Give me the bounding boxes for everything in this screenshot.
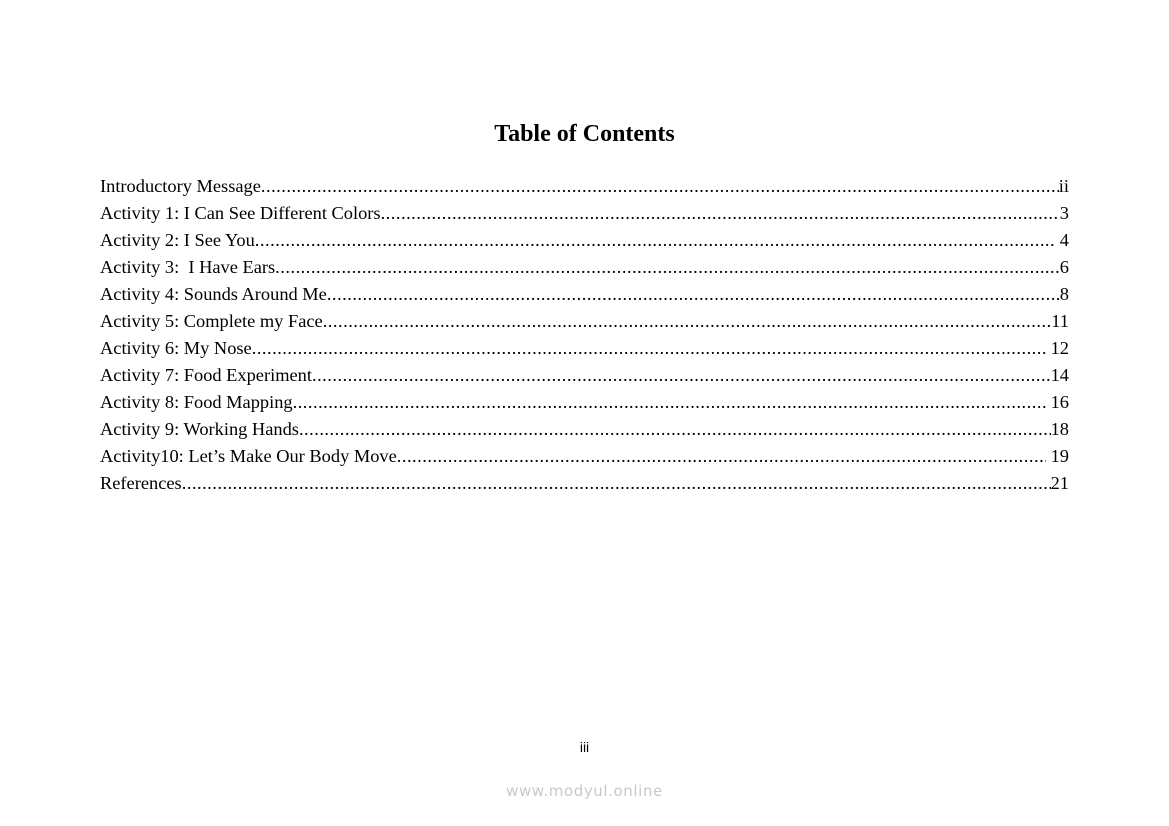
toc-entry-page: 18 [1050,419,1069,439]
toc-entry-activity-4[interactable] [100,281,1069,308]
toc-entry-activity-2[interactable] [100,227,1069,254]
toc-list [100,173,1069,497]
toc-dot-leader [312,362,1051,389]
toc-entry-page: 14 [1050,365,1069,385]
toc-entry-activity-6[interactable] [100,335,1069,362]
toc-entry-label: Activity 5: Complete my Face [100,311,323,331]
toc-entry-label: Activity 1: I Can See Different Colors [100,203,381,223]
page-title: Table of Contents [494,121,675,147]
toc-entry-references[interactable] [100,470,1069,497]
toc-entry-activity-5[interactable] [100,308,1069,335]
toc-entry-page: 3 [1059,203,1069,223]
toc-dot-leader [293,389,1046,416]
toc-entry-page: 16 [1046,392,1069,412]
toc-dot-leader [381,200,1060,227]
toc-entry-page: 21 [1050,473,1069,493]
toc-dot-leader [182,470,1051,497]
toc-entry-page: 8 [1059,284,1069,304]
toc-dot-leader [261,173,1059,200]
toc-entry-label: Activity 4: Sounds Around Me [100,284,327,304]
toc-entry-activity-10[interactable] [100,443,1069,470]
toc-entry-page: 19 [1046,446,1069,466]
watermark: www.modyul.online [506,782,663,800]
toc-entry-label: Activity 2: I See You [100,230,255,250]
toc-dot-leader [255,227,1055,254]
toc-entry-activity-8[interactable] [100,389,1069,416]
toc-entry-activity-7[interactable] [100,362,1069,389]
toc-entry-page: 4 [1055,230,1069,250]
toc-dot-leader [275,254,1060,281]
toc-entry-page: 12 [1046,338,1069,358]
toc-dot-leader [252,335,1046,362]
toc-entry-label: Activity 7: Food Experiment [100,365,312,385]
toc-entry-page: 6 [1059,257,1069,277]
toc-entry-activity-3[interactable] [100,254,1069,281]
toc-dot-leader [327,281,1060,308]
toc-entry-label: Activity 6: My Nose [100,338,252,358]
toc-entry-page: 11 [1051,311,1069,331]
toc-dot-leader [323,308,1052,335]
toc-entry-introductory-message[interactable] [100,173,1069,200]
toc-entry-label: Activity 8: Food Mapping [100,392,293,412]
toc-entry-page: ii [1058,176,1069,196]
toc-entry-activity-9[interactable] [100,416,1069,443]
toc-entry-label: Activity 3: I Have Ears [100,257,276,277]
toc-entry-label: References [100,473,182,493]
toc-dot-leader [299,416,1051,443]
toc-dot-leader [397,443,1046,470]
toc-entry-label: Activity 9: Working Hands [100,419,299,439]
toc-entry-label: Activity10: Let’s Make Our Body Move [100,446,397,466]
toc-entry-label: Introductory Message [100,176,261,196]
page-number: iii [579,739,590,755]
toc-entry-activity-1[interactable] [100,200,1069,227]
